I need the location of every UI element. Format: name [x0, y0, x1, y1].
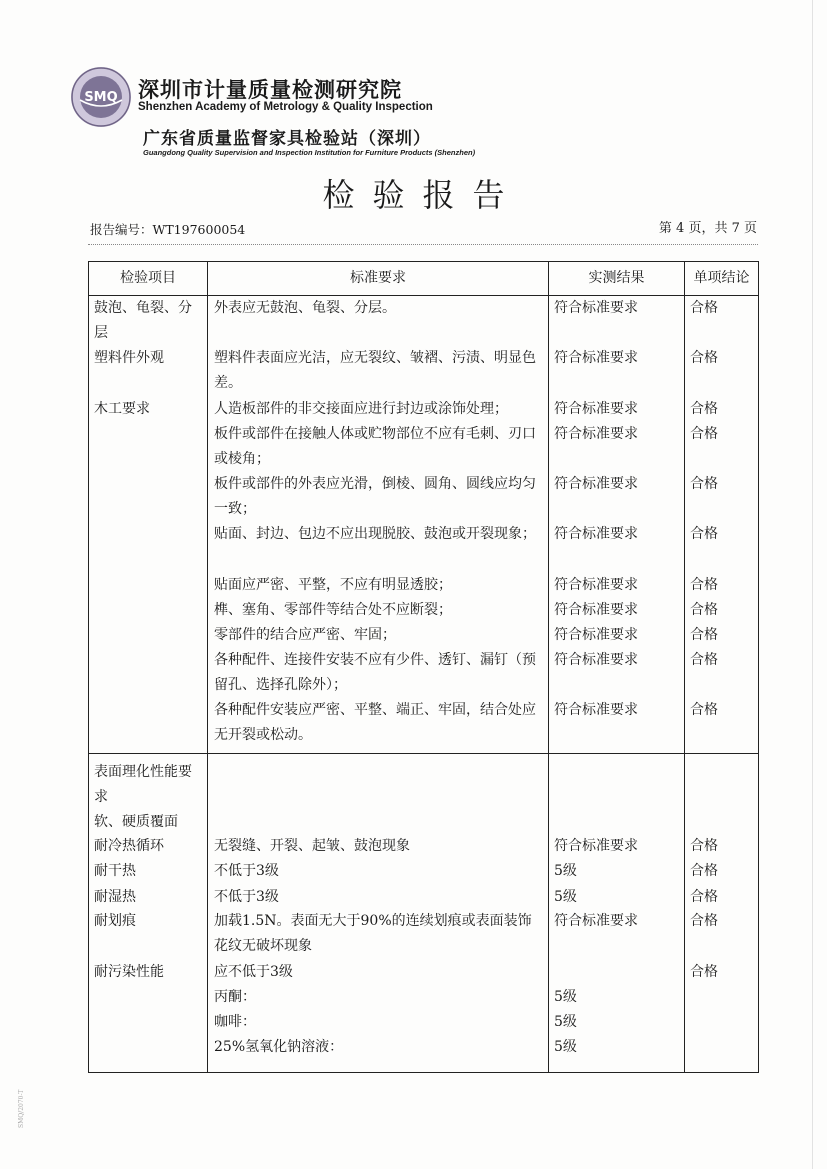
- verdict-cell: 合格: [690, 526, 718, 542]
- requirement-cell: 各种配件安装应严密、平整、端正、牢固，结合处应无开裂或松动。: [214, 702, 536, 744]
- result-cell: 符合标准要求: [554, 401, 638, 417]
- result-cell: 符合标准要求: [554, 426, 638, 442]
- result-cell: 符合标准要求: [554, 577, 638, 593]
- verdict-cell: 合格: [690, 300, 718, 316]
- result-cell: 符合标准要求: [554, 627, 638, 643]
- result-cell: 符合标准要求: [554, 702, 638, 718]
- org-name-en: Shenzhen Academy of Metrology & Quality Inspection: [138, 101, 433, 113]
- result-cell: 5级: [554, 863, 577, 879]
- requirement-cell: 贴面、封边、包边不应出现脱胶、鼓泡或开裂现象；: [214, 526, 536, 542]
- result-cell: 5级: [554, 1039, 577, 1055]
- verdict-cell: 合格: [690, 350, 718, 366]
- verdict-cell: 合格: [690, 863, 718, 879]
- header-verdict: 单项结论: [693, 270, 750, 286]
- item-cell: 耐干热: [94, 863, 136, 879]
- requirement-cell: 丙酮：: [214, 989, 256, 1005]
- requirement-cell: 零部件的结合应严密、牢固；: [214, 627, 396, 643]
- item-cell: 木工要求: [94, 401, 150, 417]
- verdict-cell: 合格: [690, 476, 718, 492]
- inspection-table: [88, 261, 759, 1073]
- header-item: 检验项目: [120, 270, 176, 286]
- report-title: 检验报告: [322, 176, 523, 214]
- result-cell: 符合标准要求: [554, 652, 638, 668]
- verdict-cell: 合格: [690, 913, 718, 929]
- result-cell: 符合标准要求: [554, 602, 638, 618]
- verdict-cell: 合格: [690, 577, 718, 593]
- requirement-cell: 外表应无鼓泡、龟裂、分层。: [214, 300, 396, 316]
- institution-name-en: Guangdong Quality Supervision and Inspection Institution for Furniture Products (Shenzhen): [143, 148, 476, 157]
- result-cell: 符合标准要求: [554, 526, 638, 542]
- item-cell: 耐湿热: [94, 889, 136, 905]
- section-divider: [89, 753, 758, 754]
- requirement-cell: 板件或部件的外表应光滑，倒棱、圆角、圆线应均匀一致；: [214, 476, 536, 518]
- verdict-cell: 合格: [690, 838, 718, 854]
- verdict-cell: 合格: [690, 602, 718, 618]
- result-cell: 符合标准要求: [554, 476, 638, 492]
- requirement-cell: 榫、塞角、零部件等结合处不应断裂；: [214, 602, 452, 618]
- verdict-cell: 合格: [690, 889, 718, 905]
- requirement-cell: 咖啡：: [214, 1014, 256, 1030]
- result-cell: 5级: [554, 889, 577, 905]
- result-cell: 符合标准要求: [554, 838, 638, 854]
- institution-name-cn: 广东省质量监督家具检验站（深圳）: [143, 129, 431, 149]
- requirement-cell: 人造板部件的非交接面应进行封边或涂饰处理；: [214, 401, 508, 417]
- verdict-cell: 合格: [690, 426, 718, 442]
- requirement-cell: 不低于3级: [214, 889, 279, 905]
- verdict-cell: 合格: [690, 964, 718, 980]
- result-cell: 符合标准要求: [554, 350, 638, 366]
- requirement-cell: 应不低于3级: [214, 964, 293, 980]
- column-divider: [684, 262, 685, 1072]
- report-number: 报告编号：WT197600054: [90, 222, 246, 237]
- result-cell: 5级: [554, 989, 577, 1005]
- result-cell: 符合标准要求: [554, 300, 638, 316]
- item-cell: 耐污染性能: [94, 964, 164, 980]
- requirement-cell: 加载1.5N。表面无大于90%的连续划痕或表面装饰花纹无破坏现象: [214, 913, 532, 955]
- item-cell: 鼓泡、龟裂、分层: [94, 300, 192, 342]
- requirement-cell: 板件或部件在接触人体或贮物部位不应有毛刺、刃口或棱角；: [214, 426, 536, 468]
- requirement-cell: 不低于3级: [214, 863, 279, 879]
- result-cell: 5级: [554, 1014, 577, 1030]
- item-cell: 塑料件外观: [94, 350, 164, 366]
- column-divider: [548, 262, 549, 1072]
- requirement-cell: 无裂缝、开裂、起皱、鼓泡现象: [214, 838, 410, 854]
- form-code: SMQ/2070-T: [18, 1089, 25, 1128]
- item-cell: 耐划痕: [94, 913, 136, 929]
- column-divider: [207, 262, 208, 1072]
- header-requirement: 标准要求: [350, 270, 406, 286]
- org-name-cn: 深圳市计量质量检测研究院: [138, 78, 402, 102]
- header-result: 实测结果: [588, 270, 645, 286]
- header-divider: [88, 244, 758, 245]
- page-indicator: 第 4 页，共 7 页: [658, 221, 757, 236]
- requirement-cell: 各种配件、连接件安装不应有少件、透钉、漏钉（预留孔、选择孔除外）；: [214, 652, 536, 694]
- item-cell: 耐冷热循环: [94, 838, 164, 854]
- verdict-cell: 合格: [690, 627, 718, 643]
- requirement-cell: 25%氢氧化钠溶液：: [214, 1039, 344, 1055]
- smq-logo: [70, 66, 132, 128]
- section-title: 表面理化性能要求: [94, 764, 192, 806]
- item-cell: 软、硬质覆面: [94, 814, 178, 830]
- verdict-cell: 合格: [690, 401, 718, 417]
- requirement-cell: 塑料件表面应光洁，应无裂纹、皱褶、污渍、明显色差。: [214, 350, 536, 392]
- requirement-cell: 贴面应严密、平整，不应有明显透胶；: [214, 577, 452, 593]
- result-cell: 符合标准要求: [554, 913, 638, 929]
- logo-text: SMQ: [84, 90, 118, 105]
- verdict-cell: 合格: [690, 702, 718, 718]
- verdict-cell: 合格: [690, 652, 718, 668]
